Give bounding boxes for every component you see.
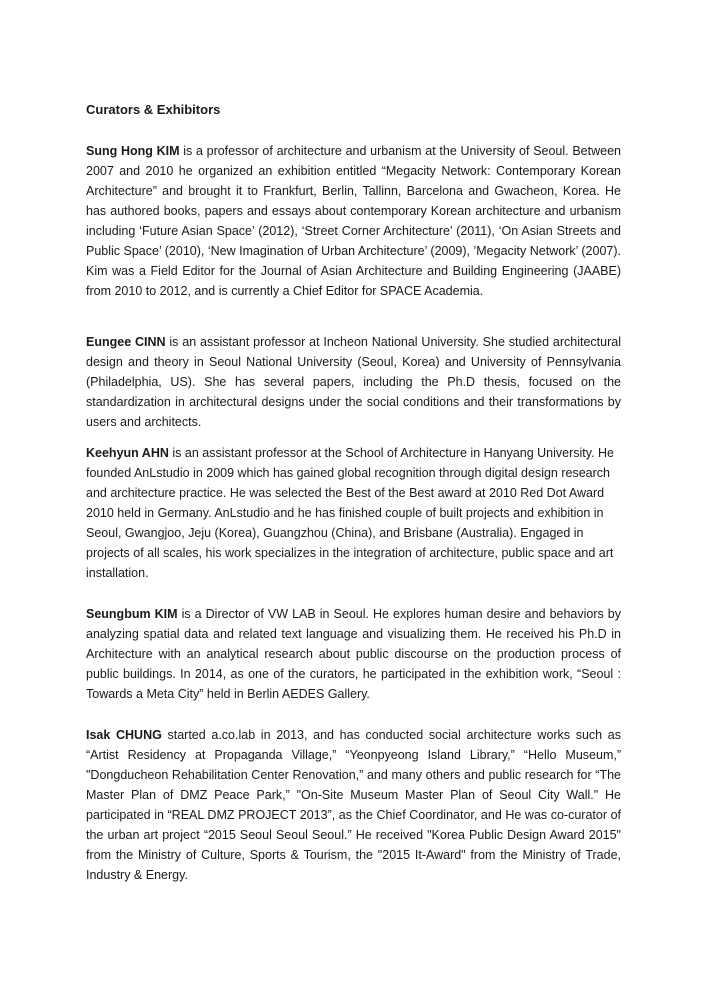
bio-name: Eungee CINN: [86, 335, 166, 349]
bio-name: Seungbum KIM: [86, 607, 178, 621]
bio-name: Sung Hong KIM: [86, 144, 180, 158]
bio-text: is a Director of VW LAB in Seoul. He explores human desire and behaviors by analyzing spatial data and related text language and visualizing them. He received his Ph.D in Architecture with an analytical research about public discourse on the production process of public buildings. In 2014, as one of the curators, he participated in the exhibition work, “Seoul : Towards a Meta City” held in Berlin AEDES Gallery.: [86, 607, 622, 701]
page-title: Curators & Exhibitors: [86, 102, 221, 117]
bio-text: is an assistant professor at the School of Architecture in Hanyang University. He founded AnLstudio in 2009 which has gained global recognition through digital design research and architecture practice. He was selected the Best of the Best award at 2010 Red Dot Award 2010 held in Germany. AnLstudio and he has finished couple of built projects and exhibition in Seoul, Gwangjoo, Jeju (Korea), Guangzhou (China), and Brisbane (Australia). Engaged in projects of all scales, his work specializes in the integration of architecture, public space and art installation.: [86, 446, 615, 580]
bio-text: is an assistant professor at Incheon National University. She studied architectural design and theory in Seoul National University (Seoul, Korea) and University of Pennsylvania (Philadelphia, US). She has several papers, including the Ph.D thesis, focused on the standardization in architectural designs under the social conditions and their transformations by users and architects.: [86, 335, 621, 429]
bio-keehyun-ahn: [86, 443, 621, 583]
bio-name: Isak CHUNG: [86, 728, 162, 742]
bio-isak-chung: [86, 725, 621, 885]
bio-text: started a.co.lab in 2013, and has conducted social architecture works such as “Artist Residency at Propaganda Village,” “Yeonpyeong Island Library,” “Hello Museum,” "Dongducheon Rehabilitation Center Renovation,” and many others and public research for “The Master Plan of DMZ Peace Park,” "On-Site Museum Master Plan of Seoul City Wall." He participated in “REAL DMZ PROJECT 2013”, as the Chief Coordinator, and He was co-curator of the urban art project “2015 Seoul Seoul Seoul.” He received "Korea Public Design Award 2015" from the Ministry of Culture, Sports & Tourism, the "2015 It-Award" from the Ministry of Trade, Industry & Energy.: [86, 728, 621, 882]
bio-seungbum-kim: [86, 604, 621, 704]
bio-eungee-cinn: [86, 332, 621, 432]
bio-name: Keehyun AHN: [86, 446, 169, 460]
bio-text: is a professor of architecture and urbanism at the University of Seoul. Between 2007 and 2010 he organized an exhibition entitled “Megacity Network: Contemporary Korean Architecture” and brought it to Frankfurt, Berlin, Tallinn, Barcelona and Gwacheon, Korea. He has authored books, papers and essays about contemporary Korean architecture and urbanism including ‘Future Asian Space’ (2012), ‘Street Corner Architecture’ (2011), ‘On Asian Streets and Public Space’ (2010), ‘New Imagination of Urban Architecture’ (2009), ’Megacity Network’ (2007). Kim was a Field Editor for the Journal of Asian Architecture and Building Engineering (JAABE) from 2010 to 2012, and is currently a Chief Editor for SPACE Academia.: [86, 144, 621, 298]
bio-sung-hong-kim: [86, 141, 621, 301]
